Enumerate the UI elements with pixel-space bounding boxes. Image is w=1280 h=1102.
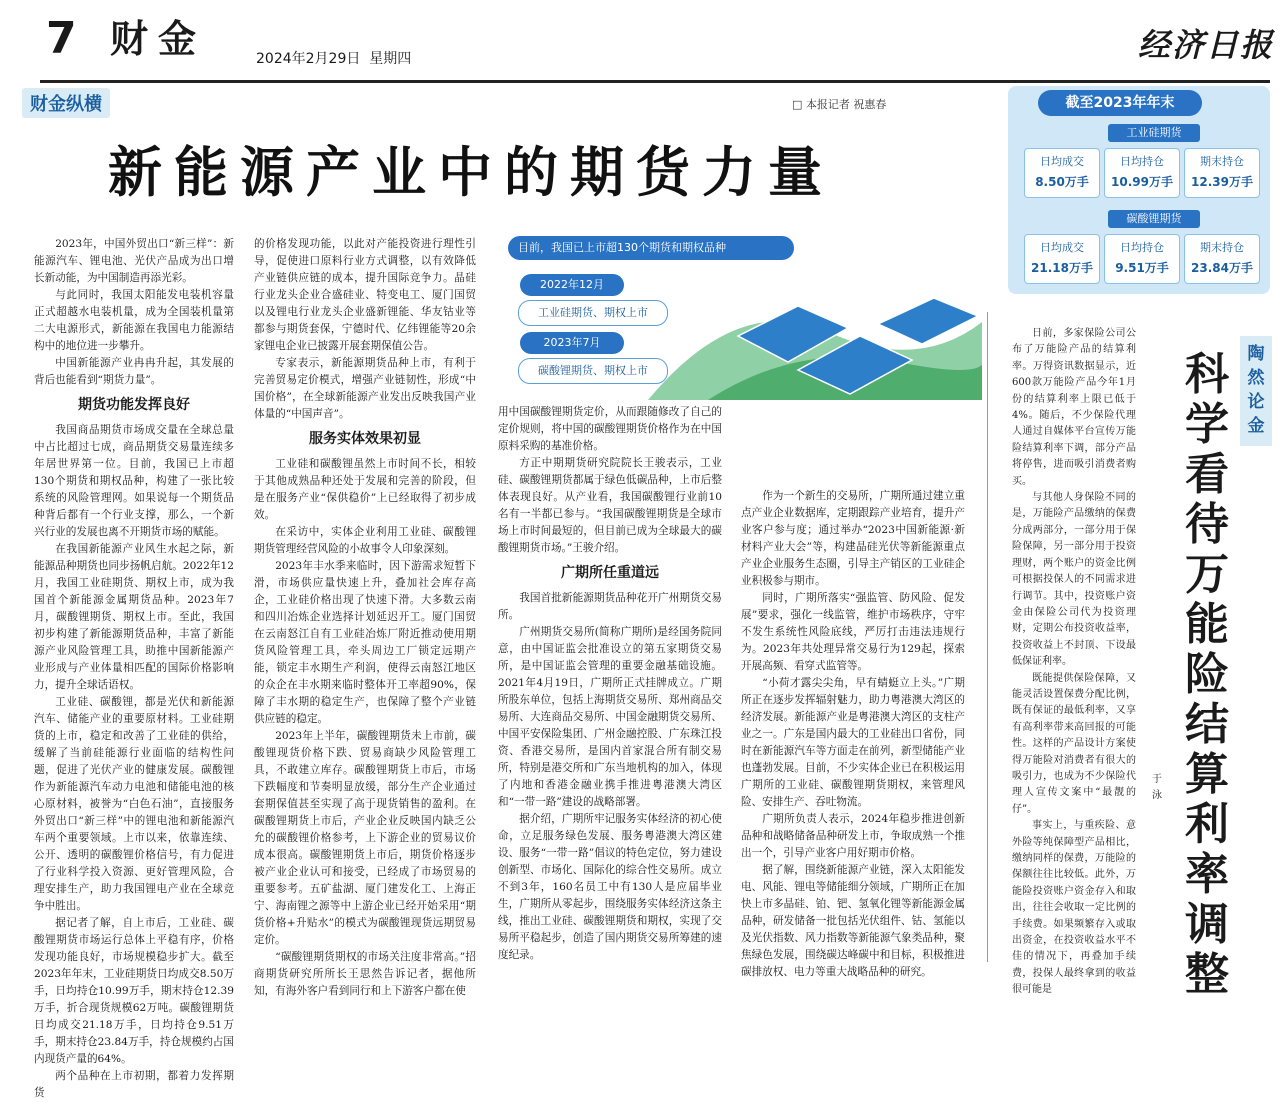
stat-label: 期末持仓 bbox=[1200, 155, 1244, 168]
article-paragraph: 2023年上半年，碳酸锂期货未上市前，碳酸锂现货价格下跌、贸易商缺少风险管理工具，不敢建立库存。碳酸锂期货上市后，市场下跌幅度和节奏明显放缓，部分生产企业通过套期保值甚至实现了高于现货销售的盈利。在碳酸锂期货上市后，产业企业反映国内缺乏公允的碳酸锂价格参考，上下游企业的贸易议价成本很高。碳酸锂期货上市后，期货价格逐步被产业企业认可和接受，已经成了市场贸易的重要参考。五矿盐湖、厦门建发化工、上海正宁、海南锂之源等中上游企业已经开始采用“期货价格+升贴水”的模式为碳酸锂现货远期贸易定价。 bbox=[254, 730, 476, 946]
article-paragraph: 用中国碳酸锂期货定价，从而跟随修改了自己的定价规则，将中国的碳酸锂期货价格作为在中国原料采购的基准价格。 bbox=[498, 406, 722, 452]
side-article-paragraph: 既能提供保险保障，又能灵活设置保费分配比例，既有保证的最低利率，又享有高利率带来高回报的可能性。这样的产品设计方案使得万能险对消费者有很大的吸引力，也成为不少保险代理人宣传文案中“最靓的仔”。 bbox=[1012, 672, 1136, 815]
stat-value: 21.18万手 bbox=[1031, 261, 1093, 275]
article-column bbox=[498, 404, 722, 964]
stat-label: 日均持仓 bbox=[1120, 241, 1164, 254]
section-heading: 广期所任重道远 bbox=[561, 565, 659, 581]
side-article-body bbox=[1012, 326, 1136, 999]
stat-label: 日均成交 bbox=[1040, 155, 1084, 168]
stats-heading: 截至2023年年末 bbox=[1038, 90, 1202, 116]
stat-value: 8.50万手 bbox=[1035, 175, 1089, 189]
page-number: 7 bbox=[46, 13, 77, 64]
article-paragraph: 我国首批新能源期货品种花开广州期货交易所。 bbox=[498, 592, 722, 621]
timeline-event: 碳酸锂期货、期权上市 bbox=[518, 358, 668, 384]
section-name: 财金 bbox=[110, 16, 207, 61]
side-article-paragraph: 事实上，与重疾险、意外险等纯保障型产品相比，缴纳同样的保费，万能险的保额往往比较低。此外，万能险投资账户资金存入和取出，往往会收取一定比例的手续费。如果频繁存入或取出资金，在投资收益水平不佳的情况下，再叠加手续费，投保人最终拿到的收益很可能是 bbox=[1012, 820, 1136, 996]
article-paragraph: 据了解，围绕新能源产业链，深入太阳能发电、风能、锂电等储能细分领域，广期所正在加快上市多晶硅、铂、钯、氢氧化锂等新能源金属品种，研发储备一批包括光伏组件、钴、氢能以及光伏指数、风力指数等新能源气象类品种，聚焦绿色发展，围绕碳达峰碳中和目标，积极推进碳排放权、电力等重大战略品种的研究。 bbox=[741, 864, 965, 978]
side-article-author: 于泳 bbox=[1152, 774, 1162, 801]
stat-value: 12.39万手 bbox=[1191, 175, 1253, 189]
article-paragraph: 同时，广期所落实“强监管、防风险、促发展”要求，强化一线监管，维护市场秩序，守牢不发生系统性风险底线，严厉打击违法违规行为。2023年共处理异常交易行为129起，探索开展高频、看穿式监管等。 bbox=[741, 592, 965, 672]
article-paragraph: 在我国新能源产业风生水起之际，新能源品种期货也同步扬帆启航。2022年12月，我国工业硅期货、期权上市，成为我国首个新能源金属期货品种。2023年7月，碳酸锂期货、期权上市。至此，我国初步构建了新能源期货品种，丰富了新能源产业风险管理工具，助推中国新能源产业形成与产业体量相匹配的国际价格影响力，提升全球话语权。 bbox=[34, 543, 234, 691]
timeline-date: 2022年12月 bbox=[520, 274, 624, 296]
article-paragraph: 专家表示，新能源期货品种上市，有利于完善贸易定价模式，增强产业链韧性，形成“中国价格”，在全球新能源产业发出反映我国产业体量的“中国声音”。 bbox=[254, 357, 476, 420]
stats-panel bbox=[1008, 86, 1270, 294]
stat-label: 日均持仓 bbox=[1120, 155, 1164, 168]
column-label: 财金纵横 bbox=[22, 88, 110, 118]
stat-value: 10.99万手 bbox=[1111, 175, 1173, 189]
masthead-rule bbox=[40, 80, 1270, 83]
side-article-paragraph: 与其他人身保险不同的是，万能险产品缴纳的保费分成两部分，一部分用于保险保障，另一部分用于投资理财，两个账户的资金比例可根据投保人的不同需求进行调节。其中，投资账户资金由保险公司代为投资理财，定期公布投资收益率，投资收益上不封顶、下设最低保证利率。 bbox=[1012, 492, 1136, 668]
stat-value: 23.84万手 bbox=[1191, 261, 1253, 275]
issue-date bbox=[256, 48, 411, 68]
stat-label: 期末持仓 bbox=[1200, 241, 1244, 254]
stat-box bbox=[1104, 148, 1180, 198]
illustration bbox=[498, 232, 982, 400]
article-paragraph: 据记者了解，自上市后，工业硅、碳酸锂期货市场运行总体上平稳有序，价格发现功能良好，市场规模稳步扩大。截至2023年年末，工业硅期货日均成交8.50万手，日均持仓10.99万手，期末持仓12.39万手，折合现货规模62万吨。碳酸锂期货日均成交21.18万手，日均持仓9.51万手，期末持仓23.84万手，持仓规模约占国内现货产量的64%。 bbox=[34, 917, 234, 1065]
stat-box bbox=[1104, 234, 1180, 284]
section-heading: 期货功能发挥良好 bbox=[78, 397, 190, 413]
timeline-event: 工业硅期货、期权上市 bbox=[518, 300, 668, 326]
article-paragraph: 据介绍，广期所牢记服务实体经济的初心使命，立足服务绿色发展、服务粤港澳大湾区建设、服务“一带一路”倡议的特色定位，努力建设创新型、市场化、国际化的综合性交易所。成立不到3年，160名员工中有130人是应届毕业生，广期所从零起步，围绕服务实体经济这条主线，推出工业硅、碳酸锂期货和期权，实现了交易所平稳起步，创造了国内期货交易所筹建的速度纪录。 bbox=[498, 813, 722, 961]
side-column-badge: 陶然论金 bbox=[1240, 336, 1272, 446]
masthead bbox=[0, 0, 1280, 80]
timeline-date: 2023年7月 bbox=[520, 332, 624, 354]
stat-box bbox=[1184, 148, 1260, 198]
article-column bbox=[34, 236, 234, 1102]
newspaper-logo: 经济日报 bbox=[1138, 26, 1275, 64]
article-paragraph: 广州期货交易所(简称广期所)是经国务院同意，由中国证监会批准设立的第五家期货交易所，是中国证监会管理的重要金融基础设施。2021年4月19日，广期所正式挂牌成立。广期所股东单位，包括上海期货交易所、郑州商品交易所、大连商品交易所、中国金融期货交易所、中国平安保险集团、广州金融控股、广东珠江投资、香港交易所，是国内首家混合所有制交易所，特别是港交所和广东当地机构的加入，体现了内地和香港金融业携手推进粤港澳大湾区和“一带一路”建设的战略部署。 bbox=[498, 626, 722, 808]
article-paragraph: 工业硅和碳酸锂虽然上市时间不长，相较于其他成熟品种还处于发展和完善的阶段，但是在服务产业“保供稳价”上已经取得了初步成效。 bbox=[254, 458, 476, 521]
stat-label: 日均成交 bbox=[1040, 241, 1084, 254]
stat-box bbox=[1184, 234, 1260, 284]
article-paragraph: 广期所负责人表示，2024年稳步推进创新品种和战略储备品种研发上市，争取成熟一个推出一个，引导产业客户用好期市价格。 bbox=[741, 813, 965, 859]
article-paragraph: “碳酸锂期货期权的市场关注度非常高。”招商期货研究所所长王思然告诉记者，据他所知，有海外客户看到同行和上下游客户都在使 bbox=[254, 951, 476, 997]
article-paragraph: 在采访中，实体企业利用工业硅、碳酸锂期货管理经营风险的小故事令人印象深刻。 bbox=[254, 526, 476, 555]
section-heading: 服务实体效果初显 bbox=[309, 431, 421, 447]
article-paragraph: “小荷才露尖尖角，早有蜻蜓立上头。”广期所正在逐步发挥辐射魅力，助力粤港澳大湾区的经济发展。新能源产业是粤港澳大湾区的支柱产业之一。广东是国内最大的工业硅出口省份，同时在新能源汽车等方面走在前列，新型储能产业也蓬勃发展。目前，不少实体企业已在积极运用广期所的工业硅、碳酸锂期货期权，来管理风险、安排生产、吞吐物流。 bbox=[741, 677, 965, 808]
article-paragraph: 2023年，中国外贸出口“新三样”：新能源汽车、锂电池、光伏产品成为出口增长新动能，为中国制造再添光彩。 bbox=[34, 238, 234, 284]
stat-value: 9.51万手 bbox=[1115, 261, 1169, 275]
article-paragraph: 作为一个新生的交易所，广期所通过建立重点产业企业数据库，定期跟踪产业培育，提升产业客户参与度；通过举办“2023中国新能源·新材料产业大会”等，构建晶硅光伏等新能源重点产业企业服务生态圈，引导主产销区的工业硅企业积极参与期市。 bbox=[741, 490, 965, 587]
side-article-title: 科学看待万能险结算利率调整 bbox=[1185, 349, 1229, 1000]
article-paragraph: 我国商品期货市场成交量在全球总量中占比超过七成，商品期货交易量连续多年居世界第一位。目前，我国已上市超130个期货和期权品种，构建了一张比较系统的风险管理网。如果说每一个期货品种背后都有一个行业支撑，那么，一个新兴行业的发展也离不开期货市场的赋能。 bbox=[34, 424, 234, 538]
article-paragraph: 中国新能源产业冉冉升起，其发展的背后也能看到“期货力量”。 bbox=[34, 357, 234, 386]
illustration-banner: 目前，我国已上市超130个期货和期权品种 bbox=[508, 236, 794, 260]
stats-group-title: 工业硅期货 bbox=[1108, 124, 1200, 142]
stat-box bbox=[1024, 234, 1100, 284]
article-paragraph: 的价格发现功能，以此对产能投资进行理性引导，促使进口原料行业方式调整，以有效降低产业链供应链的成本，提升国际竞争力。晶硅行业龙头企业合盛硅业、特变电工、厦门国贸以及锂电行业龙头企业盛新锂能、华友钴业等都参与期货套保，宁德时代、亿纬锂能等20余家锂电企业已披露开展套期保值公告。 bbox=[254, 238, 476, 352]
article-paragraph: 方正中期期货研究院院长王骏表示，工业硅、碳酸锂期货都属于绿色低碳品种，上市后整体表现良好。从产业看，我国碳酸锂行业前10名有一半都已参与。“我国碳酸锂期货是全球市场上市时间最短的，但目前已成为全球最大的碳酸锂期货市场。”王骏介绍。 bbox=[498, 457, 722, 554]
stat-box bbox=[1024, 148, 1100, 198]
article-paragraph: 与此同时，我国太阳能发电装机容量正式超越水电装机量，成为全国装机量第二大电源形式，新能源在我国电力能源结构中的地位进一步攀升。 bbox=[34, 289, 234, 352]
byline: □ 本报记者 祝惠春 bbox=[792, 98, 887, 111]
stats-group-title: 碳酸锂期货 bbox=[1108, 210, 1200, 228]
headline: 新能源产业中的期货力量 bbox=[108, 140, 834, 204]
article-column bbox=[254, 236, 476, 1000]
side-article-paragraph: 日前，多家保险公司公布了万能险产品的结算利率。万得资讯数据显示，近600款万能险产品今年1月份的结算利率上限已低于4%。随后，不少保险代理人通过自媒体平台宣传万能险结算利率下调，部分产品将停售，进而吸引消费者购买。 bbox=[1012, 328, 1136, 487]
article-column bbox=[741, 488, 965, 981]
wind-turbine-icon bbox=[870, 232, 964, 292]
article-paragraph: 工业硅、碳酸锂，都是光伏和新能源汽车、储能产业的重要原材料。工业硅期货的上市，稳定和改善了工业硅的供给，缓解了当前硅能源行业面临的结构性问题，促进了光伏产业的健康发展。碳酸锂作为新能源汽车动力电池和储能电池的核心原材料，被誉为“白色石油”，直接服务外贸出口“新三样”中的锂电池和新能源汽车两个重要领域。上市以来，依靠连续、公开、透明的碳酸锂价格信号，有力促进了行业科学投入资源、更好管理风险，合理安排生产，助力我国锂电产业在全球竞争中胜出。 bbox=[34, 696, 234, 912]
article-paragraph: 两个品种在上市初期，都着力发挥期货 bbox=[34, 1070, 234, 1099]
article-paragraph: 2023年丰水季来临时，因下游需求短暂下滑，市场供应量快速上升，叠加社会库存高企，工业硅价格出现了快速下滑。大多数云南和四川冶炼企业选择计划延迟开工。厦门国贸在云南怒江自有工业硅冶炼厂附近推动使用期货风险管理工具，牵头周边工厂锁定远期产能，锁定丰水期生产利润，使得云南怒江地区的众企在丰水期来临时整体开工率超90%，保障了丰水期的稳定生产，也保障了整个产业链供应链的稳定。 bbox=[254, 560, 476, 725]
column-divider bbox=[987, 312, 988, 962]
date-text: 2024年2月29日 bbox=[256, 51, 361, 67]
weekday-text: 星期四 bbox=[369, 51, 412, 67]
